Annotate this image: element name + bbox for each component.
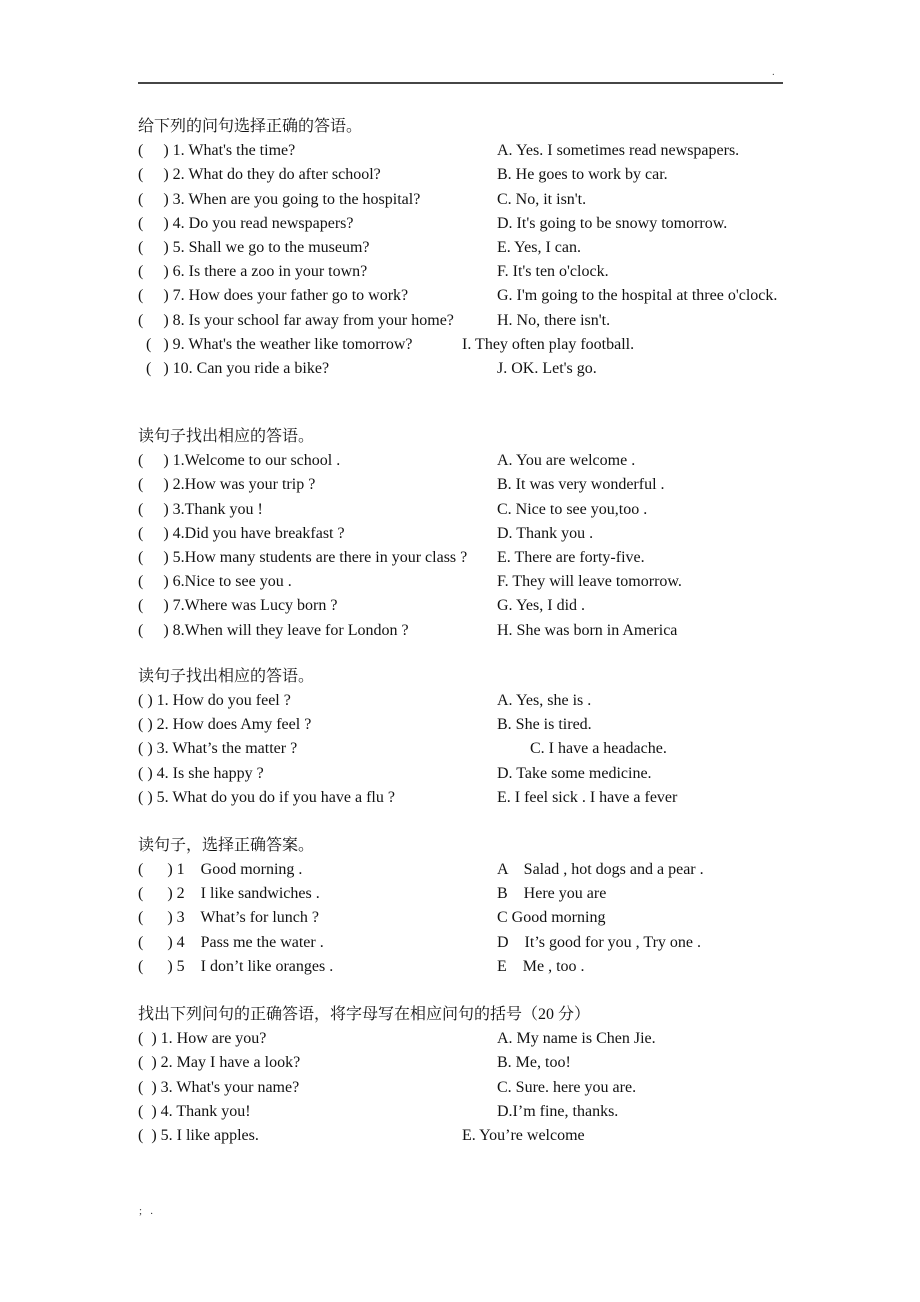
question-text: ( ) 2. How does Amy feel ? — [138, 716, 312, 734]
question-text: ( ) 6. Is there a zoo in your town? — [138, 263, 368, 281]
question-text: ( ) 2.How was your trip ? — [138, 476, 316, 494]
exercise-row — [138, 449, 920, 473]
exercise-row — [138, 188, 920, 212]
question-text: ( ) 1. How are you? — [138, 1030, 267, 1048]
exercise-row — [138, 713, 920, 737]
question-text: ( ) 1 Good morning . — [138, 861, 303, 879]
answer-text: J. OK. Let's go. — [497, 359, 597, 377]
question-text: ( ) 4. Do you read newspapers? — [138, 214, 354, 232]
answer-text: C. Sure. here you are. — [497, 1078, 637, 1096]
answer-text: E Me , too . — [497, 957, 585, 975]
exercise-row — [138, 931, 920, 955]
answer-text: D. It's going to be snowy tomorrow. — [497, 214, 728, 232]
answer-text: B Here you are — [497, 885, 607, 903]
exercise-row — [138, 1076, 920, 1100]
answer-text: A. My name is Chen Jie. — [497, 1030, 656, 1048]
answer-text: C. No, it isn't. — [497, 190, 587, 208]
exercise-row — [138, 858, 920, 882]
question-text: ( ) 2 I like sandwiches . — [138, 885, 320, 903]
question-text: ( ) 8. Is your school far away from your home? — [138, 311, 454, 329]
exercise-row — [138, 619, 920, 643]
question-text: ( ) 7.Where was Lucy born ? — [138, 597, 338, 615]
exercise-row — [138, 522, 920, 546]
answer-text: E. There are forty-five. — [497, 549, 645, 566]
section-title: 读句子找出相应的答语。 — [138, 428, 315, 446]
question-text: ( ) 4. Thank you! — [138, 1102, 251, 1120]
exercise-row — [138, 357, 920, 381]
question-text: ( ) 3. What's your name? — [138, 1078, 300, 1096]
exercise-row — [138, 882, 920, 906]
answer-text: H. No, there isn't. — [497, 311, 611, 329]
question-text: ( ) 5 I don’t like oranges . — [138, 957, 334, 975]
answer-text: F. It's ten o'clock. — [497, 263, 609, 281]
question-text: ( ) 2. What do they do after school? — [138, 166, 381, 184]
section-matching-1 — [138, 115, 920, 381]
section-matching-5 — [138, 1003, 920, 1148]
section-matching-3 — [138, 665, 920, 810]
question-text: ( ) 5. Shall we go to the museum? — [138, 238, 370, 256]
answer-text: B. He goes to work by car. — [497, 166, 668, 184]
question-text: ( ) 5.How many students are there in your class ? — [138, 549, 468, 566]
question-text: ( ) 7. How does your father go to work? — [138, 287, 409, 305]
exercise-row — [138, 570, 920, 594]
question-text: ( ) 3. When are you going to the hospital? — [138, 190, 421, 208]
answer-text: C. Nice to see you,too . — [497, 500, 648, 518]
exercise-row — [138, 260, 920, 284]
answer-text: B. She is tired. — [497, 716, 592, 734]
question-text: ( ) 6.Nice to see you . — [138, 573, 292, 591]
answer-text: G. Yes, I did . — [497, 597, 586, 615]
answer-text: I. They often play football. — [462, 335, 635, 353]
exercise-row — [138, 737, 920, 761]
exercise-row — [138, 284, 920, 308]
answer-text: C. I have a headache. — [530, 740, 667, 758]
answer-text: E. I feel sick . I have a fever — [497, 788, 678, 806]
footer-mark: ; . — [139, 1205, 154, 1217]
exercise-row — [138, 163, 920, 187]
answer-text: D.I’m fine, thanks. — [497, 1102, 619, 1120]
answer-text: C Good morning — [497, 909, 606, 927]
exercise-row — [138, 955, 920, 979]
answer-text: H. She was born in America — [497, 621, 678, 639]
exercise-row — [138, 139, 920, 163]
question-text: ( ) 3. What’s the matter ? — [138, 740, 298, 758]
exercise-row — [138, 309, 920, 333]
question-text: ( ) 9. What's the weather like tomorrow? — [138, 335, 413, 353]
answer-text: A. Yes. I sometimes read newspapers. — [497, 142, 740, 160]
top-right-dot: . — [772, 66, 775, 78]
question-text: ( ) 5. I like apples. — [138, 1126, 259, 1144]
question-text: ( ) 1.Welcome to our school . — [138, 452, 341, 470]
exercise-row — [138, 906, 920, 930]
answer-text: A. You are welcome . — [497, 452, 636, 470]
question-text: ( ) 4 Pass me the water . — [138, 933, 324, 951]
answer-text: E. Yes, I can. — [497, 238, 581, 256]
section-title: 找出下列问句的正确答语，将字母写在相应问句的括号（20 分） — [138, 1006, 591, 1023]
question-text: ( ) 3 What’s for lunch ? — [138, 909, 319, 927]
question-text: ( ) 10. Can you ride a bike? — [138, 359, 330, 377]
question-text: ( ) 1. How do you feel ? — [138, 691, 291, 709]
exercise-row — [138, 546, 920, 570]
section-matching-4 — [138, 834, 920, 979]
question-text: ( ) 4.Did you have breakfast ? — [138, 524, 345, 542]
section-title: 给下列的问句选择正确的答语。 — [138, 118, 363, 135]
exercise-row — [138, 498, 920, 522]
exercise-row — [138, 689, 920, 713]
answer-text: E. You’re welcome — [462, 1126, 585, 1144]
worksheet-content — [138, 115, 920, 1148]
exercise-row — [138, 786, 920, 810]
section-title: 读句子找出相应的答语。 — [138, 667, 315, 685]
question-text: ( ) 3.Thank you ! — [138, 500, 263, 518]
answer-text: A. Yes, she is . — [497, 691, 592, 709]
exercise-row — [138, 1051, 920, 1075]
exercise-row — [138, 594, 920, 618]
exercise-row — [138, 473, 920, 497]
question-text: ( ) 4. Is she happy ? — [138, 764, 264, 782]
answer-text: D. Take some medicine. — [497, 764, 652, 782]
answer-text: A Salad , hot dogs and a pear . — [497, 861, 704, 879]
answer-text: F. They will leave tomorrow. — [497, 573, 682, 591]
question-text: ( ) 1. What's the time? — [138, 142, 296, 160]
exercise-row — [138, 1027, 920, 1051]
answer-text: G. I'm going to the hospital at three o'clock. — [497, 287, 778, 305]
section-matching-2 — [138, 425, 920, 643]
exercise-row — [138, 236, 920, 260]
exercise-row — [138, 333, 920, 357]
answer-text: B. It was very wonderful . — [497, 476, 665, 494]
exercise-row — [138, 1124, 920, 1148]
answer-text: D. Thank you . — [497, 524, 594, 542]
question-text: ( ) 8.When will they leave for London ? — [138, 621, 409, 639]
exercise-row — [138, 762, 920, 786]
question-text: ( ) 2. May I have a look? — [138, 1054, 301, 1072]
section-title: 读句子，选择正确答案。 — [138, 836, 315, 854]
exercise-row — [138, 212, 920, 236]
question-text: ( ) 5. What do you do if you have a flu ? — [138, 788, 395, 806]
exercise-row — [138, 1100, 920, 1124]
header-rule — [138, 82, 783, 84]
answer-text: D It’s good for you , Try one . — [497, 933, 702, 951]
answer-text: B. Me, too! — [497, 1054, 571, 1072]
